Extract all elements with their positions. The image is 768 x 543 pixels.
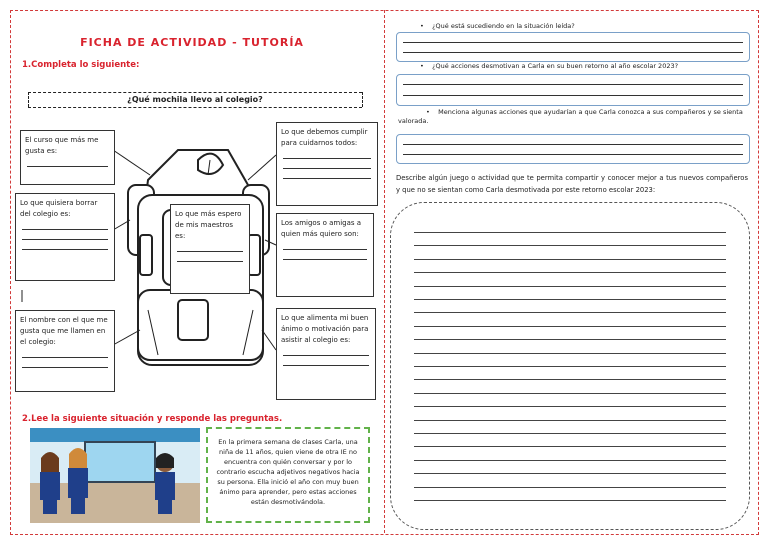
- answer-line[interactable]: [283, 259, 367, 260]
- box-curso-label: El curso que más me gusta es:: [25, 136, 99, 155]
- writing-line[interactable]: [414, 393, 726, 394]
- writing-line[interactable]: [414, 299, 726, 300]
- box-cumplir[interactable]: [276, 122, 378, 206]
- answer-line[interactable]: [283, 249, 367, 250]
- answer-line[interactable]: [27, 166, 108, 167]
- writing-line[interactable]: [414, 500, 726, 501]
- writing-line[interactable]: [414, 272, 726, 273]
- answer-line[interactable]: [22, 249, 108, 250]
- answer-line[interactable]: [22, 357, 108, 358]
- box-animo-label: Lo que alimenta mi buen ánimo o motivación para asistir al colegio es:: [281, 314, 369, 344]
- section1-heading: 1.Completa lo siguiente:: [22, 60, 140, 70]
- box-borrar-label: Lo que quisiera borrar del colegio es:: [20, 199, 98, 218]
- writing-line[interactable]: [414, 420, 726, 421]
- answer-line[interactable]: [403, 144, 743, 145]
- box-amigos-label: Los amigos o amigas a quien más quiero son:: [281, 219, 362, 238]
- question-2-text: ¿Qué acciones desmotivan a Carla en su buen retorno al año escolar 2023?: [432, 62, 679, 70]
- answer-line[interactable]: [403, 84, 743, 85]
- writing-line[interactable]: [414, 473, 726, 474]
- writing-line[interactable]: [414, 379, 726, 380]
- answer-box-3[interactable]: [396, 134, 750, 164]
- box-animo[interactable]: [276, 308, 376, 400]
- answer-line[interactable]: [22, 239, 108, 240]
- activity-prompt: Describe algún juego o actividad que te permita compartir y conocer mejor a tus nuevos compañeros y que no se sientan como Carla desmotivada por este retorno escolar 2023:: [396, 174, 748, 194]
- writing-line[interactable]: [414, 312, 726, 313]
- answer-line[interactable]: [403, 42, 743, 43]
- answer-line[interactable]: [283, 355, 369, 356]
- box-espero[interactable]: [170, 204, 250, 294]
- bullet: •: [420, 62, 424, 70]
- answer-line[interactable]: [22, 367, 108, 368]
- writing-line[interactable]: [414, 366, 726, 367]
- writing-line[interactable]: [414, 433, 726, 434]
- answer-line[interactable]: [403, 154, 743, 155]
- writing-line[interactable]: [414, 339, 726, 340]
- writing-line[interactable]: [414, 446, 726, 447]
- box-borrar[interactable]: [15, 193, 115, 281]
- answer-line[interactable]: [177, 261, 243, 262]
- box-espero-label: Lo que más espero de mis maestros es:: [175, 210, 242, 240]
- answer-box-2[interactable]: [396, 74, 750, 106]
- page-title: FICHA DE ACTIVIDAD - TUTORÍA: [80, 36, 304, 49]
- answer-line[interactable]: [283, 158, 371, 159]
- bullet: •: [426, 108, 430, 116]
- section2-heading: 2.Lee la siguiente situación y responde las preguntas.: [22, 414, 283, 424]
- question-3-text: Menciona algunas acciones que ayudarían a que Carla conozca a sus compañeros y se sienta valorada.: [398, 108, 743, 125]
- classroom-scene-illustration: [30, 428, 200, 523]
- answer-line[interactable]: [177, 251, 243, 252]
- situation-text: En la primera semana de clases Carla, una niña de 11 años, quien viene de otra IE no encuentra con quién conversar y por lo contrario escucha adjetivos negativos hacia su persona. Ella inició el año con muy buen ánimo para aprender, pero estas acciones están desmotivándola.: [206, 427, 370, 523]
- answer-line[interactable]: [403, 95, 743, 96]
- answer-line[interactable]: [22, 229, 108, 230]
- bullet: •: [420, 22, 424, 30]
- question-1-text: ¿Qué está sucediendo en la situación leída?: [432, 22, 575, 30]
- writing-line[interactable]: [414, 487, 726, 488]
- writing-line[interactable]: [414, 286, 726, 287]
- writing-line[interactable]: [414, 326, 726, 327]
- box-amigos[interactable]: [276, 213, 374, 297]
- box-cumplir-label: Lo que debemos cumplir para cuidarnos todos:: [281, 128, 368, 147]
- writing-line[interactable]: [414, 232, 726, 233]
- answer-line[interactable]: [283, 365, 369, 366]
- box-nombre[interactable]: [15, 310, 115, 392]
- box-curso[interactable]: [20, 130, 115, 185]
- box-nombre-label: El nombre con el que me gusta que me llamen en el colegio:: [20, 316, 108, 346]
- question-3: [398, 108, 744, 126]
- answer-box-1[interactable]: [396, 32, 750, 62]
- writing-line[interactable]: [414, 259, 726, 260]
- writing-line[interactable]: [414, 353, 726, 354]
- question-2: [420, 62, 678, 70]
- question-banner-text: ¿Qué mochila llevo al colegio?: [127, 95, 263, 104]
- question-1: [420, 22, 575, 30]
- answer-line[interactable]: [283, 168, 371, 169]
- writing-line[interactable]: [414, 406, 726, 407]
- writing-line[interactable]: [414, 245, 726, 246]
- page-divider: [384, 10, 385, 533]
- writing-line[interactable]: [414, 460, 726, 461]
- answer-line[interactable]: [403, 52, 743, 53]
- answer-line[interactable]: [283, 178, 371, 179]
